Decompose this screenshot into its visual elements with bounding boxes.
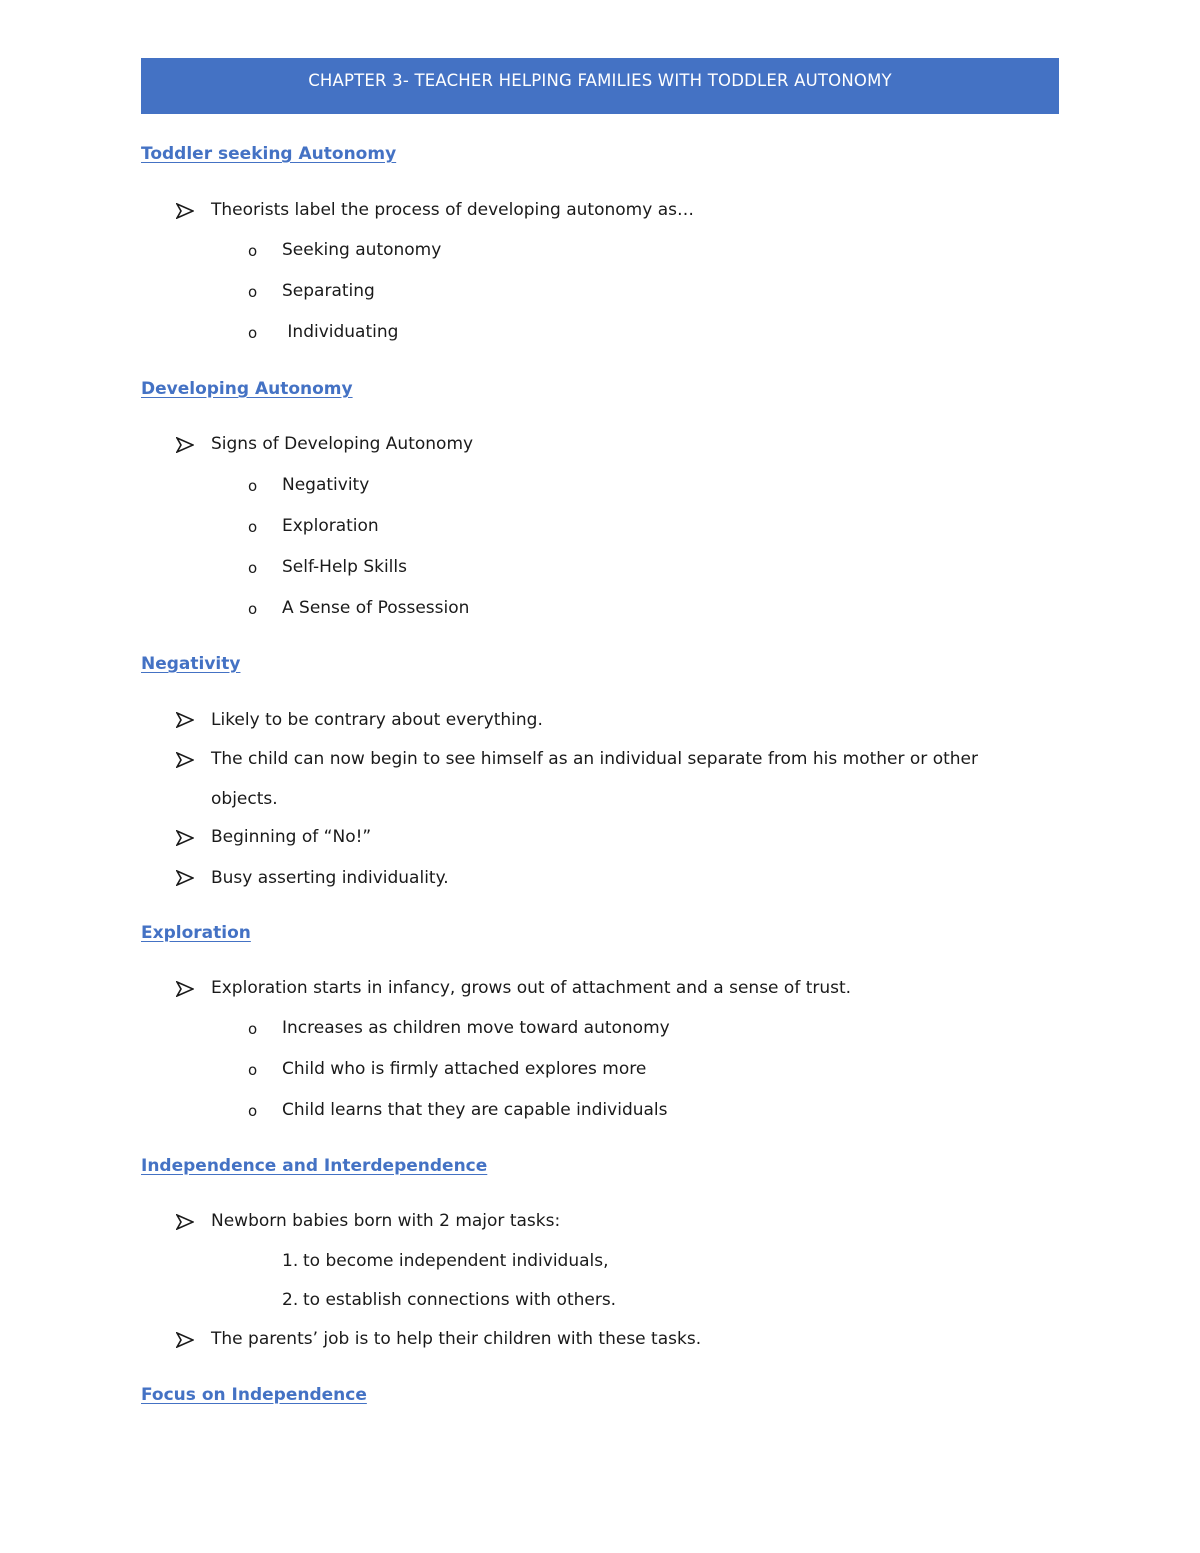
circle-bullet-icon: o: [248, 283, 258, 301]
bullet-text: Exploration starts in infancy, grows out of attachment and a sense of trust.: [211, 978, 852, 998]
subitem-text: A Sense of Possession: [282, 598, 470, 618]
circle-bullet-icon: o: [248, 518, 258, 536]
arrow-bullet-icon: [176, 437, 196, 455]
numbered-item-number: 2.: [282, 1290, 299, 1310]
circle-bullet-icon: o: [248, 600, 258, 618]
numbered-item-number: 1.: [282, 1251, 299, 1271]
bullet-continuation-text: objects.: [211, 789, 278, 809]
subitem-text: Self-Help Skills: [282, 557, 407, 577]
numbered-item-text: to become independent individuals,: [303, 1251, 609, 1271]
circle-bullet-icon: o: [248, 242, 258, 260]
bullet-text: The child can now begin to see himself as an individual separate from his mother or other: [211, 749, 978, 769]
subitem-text: Exploration: [282, 516, 379, 536]
circle-bullet-icon: o: [248, 559, 258, 577]
subitem-text: Negativity: [282, 475, 370, 495]
subitem-text: Increases as children move toward autonomy: [282, 1018, 670, 1038]
circle-bullet-icon: o: [248, 477, 258, 495]
arrow-bullet-icon: [176, 1332, 196, 1350]
circle-bullet-icon: o: [248, 1020, 258, 1038]
numbered-item-text: to establish connections with others.: [303, 1290, 617, 1310]
subitem-text: Child who is firmly attached explores more: [282, 1059, 647, 1079]
section-heading-exploration: Exploration: [141, 923, 251, 943]
bullet-text: Newborn babies born with 2 major tasks:: [211, 1211, 561, 1231]
circle-bullet-icon: o: [248, 1061, 258, 1079]
section-heading-toddler-seeking-autonomy: Toddler seeking Autonomy: [141, 144, 397, 164]
arrow-bullet-icon: [176, 752, 196, 770]
arrow-bullet-icon: [176, 981, 196, 999]
bullet-text: Theorists label the process of developing autonomy as…: [211, 200, 694, 220]
section-heading-negativity: Negativity: [141, 654, 241, 674]
arrow-bullet-icon: [176, 712, 196, 730]
subitem-text: Seeking autonomy: [282, 240, 442, 260]
chapter-title-banner: [141, 58, 1059, 114]
bullet-text: Signs of Developing Autonomy: [211, 434, 474, 454]
circle-bullet-icon: o: [248, 1102, 258, 1120]
section-heading-focus-on-independence: Focus on Independence: [141, 1385, 367, 1405]
bullet-text: Likely to be contrary about everything.: [211, 710, 543, 730]
bullet-text: Beginning of “No!”: [211, 827, 372, 847]
chapter-title: CHAPTER 3- TEACHER HELPING FAMILIES WITH TODDLER AUTONOMY: [308, 71, 892, 90]
arrow-bullet-icon: [176, 830, 196, 848]
arrow-bullet-icon: [176, 1214, 196, 1232]
subitem-text: Child learns that they are capable individuals: [282, 1100, 668, 1120]
subitem-text: Separating: [282, 281, 375, 301]
section-heading-independence-and-interdependence: Independence and Interdependence: [141, 1156, 488, 1176]
bullet-text: Busy asserting individuality.: [211, 868, 449, 888]
arrow-bullet-icon: [176, 203, 196, 221]
subitem-text: Individuating: [282, 322, 399, 342]
circle-bullet-icon: o: [248, 324, 258, 342]
arrow-bullet-icon: [176, 870, 196, 888]
bullet-text: The parents’ job is to help their children with these tasks.: [211, 1329, 702, 1349]
section-heading-developing-autonomy: Developing Autonomy: [141, 379, 353, 399]
